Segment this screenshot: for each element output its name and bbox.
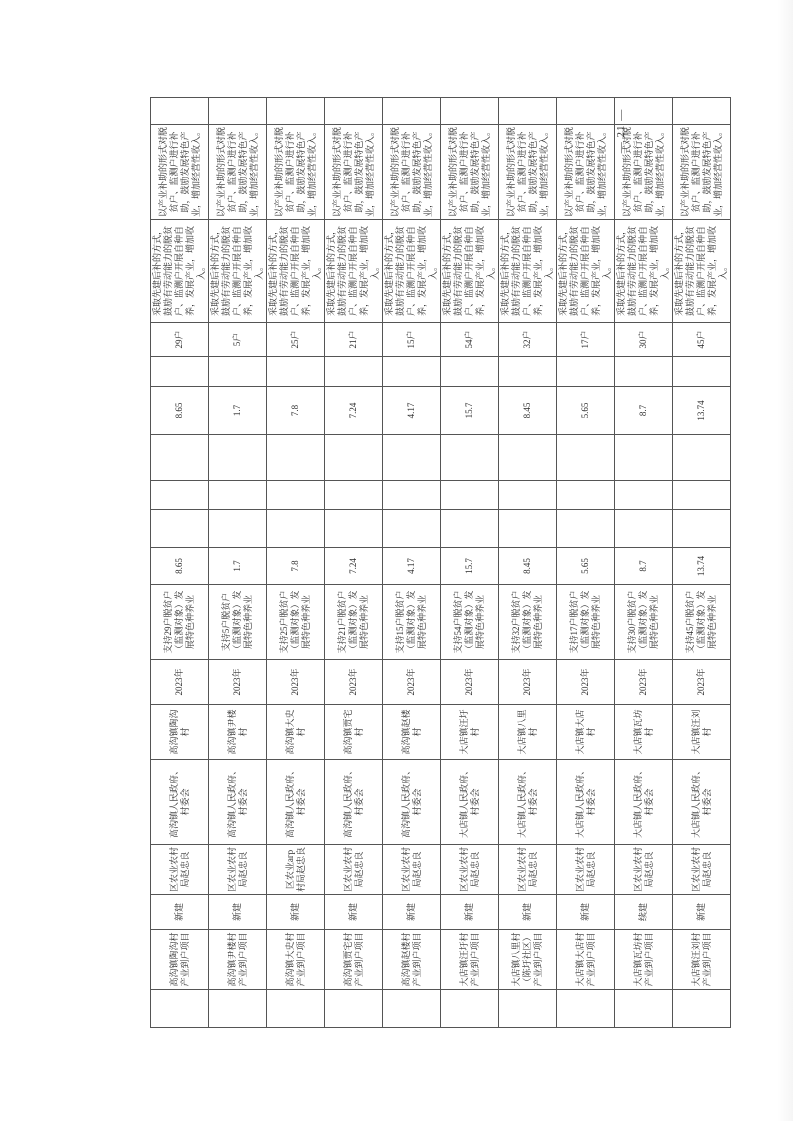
cell-fund_province <box>441 481 499 510</box>
cell-fund_total: 4.17 <box>383 548 441 585</box>
cell-fund_central <box>325 510 383 548</box>
cell-responsible: 区农业农村局赵忠良 <box>557 845 615 895</box>
cell-fund_other <box>383 357 441 387</box>
cell-implementer: 大店镇人民政府、村委会 <box>673 760 731 845</box>
cell-fund_total: 1.7 <box>209 548 267 585</box>
cell-fund_county: 4.17 <box>383 387 441 435</box>
cell-responsible: 区农业агр村局赵忠良 <box>267 845 325 895</box>
cell-implementer: 大店镇人民政府、村委会 <box>615 760 673 845</box>
cell-households: 25户 <box>267 323 325 357</box>
cell-remark <box>209 98 267 125</box>
cell-fund_other <box>441 357 499 387</box>
cell-method: 采取先建后补的方式，鼓励有劳动能力的脱贫户、监测户开展自种自养，发展产业，增加收入。 <box>267 220 325 323</box>
table-body <box>151 98 731 1028</box>
cell-remark <box>151 98 209 125</box>
cell-implementer: 高沟镇人民政府、村委会 <box>209 760 267 845</box>
cell-fund_county: 15.7 <box>441 387 499 435</box>
cell-index <box>151 990 209 1028</box>
cell-name: 高沟镇赵楼村产业到户项目 <box>383 930 441 990</box>
cell-method: 采取先建后补的方式，鼓励有劳动能力的脱贫户、监测户开展自种自养，发展产业，增加收入。 <box>383 220 441 323</box>
cell-index <box>557 990 615 1028</box>
cell-households: 21户 <box>325 323 383 357</box>
cell-responsible: 区农业农村局赵忠良 <box>325 845 383 895</box>
cell-fund_city <box>209 435 267 481</box>
cell-time: 2023年 <box>267 660 325 705</box>
cell-time: 2023年 <box>325 660 383 705</box>
cell-location: 大店镇八里村 <box>499 705 557 760</box>
cell-fund_central <box>557 510 615 548</box>
cell-fund_total: 5.65 <box>557 548 615 585</box>
cell-households: 45户 <box>673 323 731 357</box>
cell-task: 支持45户脱贫户（监测对象）发展特色种养业 <box>673 585 731 660</box>
cell-households: 29户 <box>151 323 209 357</box>
cell-goal: 以产业补助的形式对脱贫户、监测户进行补助，鼓励发展特色产业，增加经营性收入。 <box>441 125 499 220</box>
table-row <box>673 98 731 1028</box>
cell-fund_county: 8.45 <box>499 387 557 435</box>
cell-time: 2023年 <box>441 660 499 705</box>
cell-fund_province <box>499 481 557 510</box>
cell-responsible: 区农业农村局赵忠良 <box>209 845 267 895</box>
cell-households: 17户 <box>557 323 615 357</box>
cell-fund_city <box>557 435 615 481</box>
cell-fund_other <box>499 357 557 387</box>
cell-task: 支持30户脱贫户（监测对象）发展特色种养业 <box>615 585 673 660</box>
cell-responsible: 区农业农村局赵忠良 <box>499 845 557 895</box>
cell-location: 高沟镇陶沟村 <box>151 705 209 760</box>
cell-name: 高沟镇陶沟村产业到户项目 <box>151 930 209 990</box>
cell-index <box>267 990 325 1028</box>
cell-fund_other <box>615 357 673 387</box>
cell-fund_province <box>209 481 267 510</box>
page-number: — 21 — <box>615 108 627 154</box>
cell-nature: 新建 <box>267 895 325 930</box>
cell-fund_province <box>557 481 615 510</box>
cell-method: 采取先建后补的方式，鼓励有劳动能力的脱贫户、监测户开展自种自养，发展产业，增加收入。 <box>209 220 267 323</box>
cell-location: 高沟镇赵楼村 <box>383 705 441 760</box>
cell-households: 5户 <box>209 323 267 357</box>
cell-households: 15户 <box>383 323 441 357</box>
cell-responsible: 区农业农村局赵忠良 <box>673 845 731 895</box>
cell-method: 采取先建后补的方式，鼓励有劳动能力的脱贫户、监测户开展自种自养，发展产业，增加收入。 <box>673 220 731 323</box>
table-row <box>325 98 383 1028</box>
cell-goal: 以产业补助的形式对脱贫户、监测户进行补助，鼓励发展特色产业，增加经营性收入。 <box>615 125 673 220</box>
cell-index <box>383 990 441 1028</box>
cell-households: 54户 <box>441 323 499 357</box>
cell-index <box>441 990 499 1028</box>
cell-method: 采取先建后补的方式，鼓励有劳动能力的脱贫户、监测户开展自种自养，发展产业，增加收入。 <box>615 220 673 323</box>
cell-fund_province <box>325 481 383 510</box>
table-row <box>383 98 441 1028</box>
cell-index <box>325 990 383 1028</box>
cell-name: 高沟镇大史村产业到户项目 <box>267 930 325 990</box>
cell-nature: 新建 <box>383 895 441 930</box>
cell-method: 采取先建后补的方式，鼓励有劳动能力的脱贫户、监测户开展自种自养，发展产业，增加收入。 <box>441 220 499 323</box>
cell-goal: 以产业补助的形式对脱贫户、监测户进行补助，鼓励发展特色产业，增加经营性收入。 <box>325 125 383 220</box>
cell-time: 2023年 <box>383 660 441 705</box>
cell-index <box>209 990 267 1028</box>
cell-households: 30户 <box>615 323 673 357</box>
cell-responsible: 区农业农村局赵忠良 <box>615 845 673 895</box>
cell-name: 大店镇瓦坊村产业到户项目 <box>615 930 673 990</box>
cell-fund_city <box>383 435 441 481</box>
cell-fund_city <box>267 435 325 481</box>
cell-name: 大店镇汪刘村产业到户项目 <box>673 930 731 990</box>
cell-remark <box>325 98 383 125</box>
cell-index <box>499 990 557 1028</box>
cell-fund_total: 8.45 <box>499 548 557 585</box>
cell-remark <box>673 98 731 125</box>
cell-fund_central <box>615 510 673 548</box>
cell-fund_county: 7.8 <box>267 387 325 435</box>
cell-name: 高沟镇尹楼村产业到户项目 <box>209 930 267 990</box>
cell-index <box>615 990 673 1028</box>
cell-fund_county: 8.7 <box>615 387 673 435</box>
cell-location: 大店镇大店村 <box>557 705 615 760</box>
cell-goal: 以产业补助的形式对脱贫户、监测户进行补助，鼓励发展特色产业，增加经营性收入。 <box>267 125 325 220</box>
cell-location: 高沟镇大史村 <box>267 705 325 760</box>
cell-fund_other <box>673 357 731 387</box>
table-row <box>151 98 209 1028</box>
scan-edge-shadow <box>777 0 793 1121</box>
cell-goal: 以产业补助的形式对脱贫户、监测户进行补助，鼓励发展特色产业，增加经营性收入。 <box>673 125 731 220</box>
cell-fund_city <box>615 435 673 481</box>
cell-fund_central <box>441 510 499 548</box>
cell-remark <box>499 98 557 125</box>
cell-method: 采取先建后补的方式，鼓励有劳动能力的脱贫户、监测户开展自种自养，发展产业，增加收入。 <box>557 220 615 323</box>
cell-task: 支持17户脱贫户（监测对象）发展特色种养业 <box>557 585 615 660</box>
cell-task: 支持25户脱贫户（监测对象）发展特色种养业 <box>267 585 325 660</box>
cell-fund_county: 7.24 <box>325 387 383 435</box>
cell-time: 2023年 <box>615 660 673 705</box>
cell-goal: 以产业补助的形式对脱贫户、监测户进行补助，鼓励发展特色产业，增加经营性收入。 <box>557 125 615 220</box>
cell-remark <box>441 98 499 125</box>
cell-fund_total: 8.7 <box>615 548 673 585</box>
cell-name: 高沟镇贾宅村产业到户项目 <box>325 930 383 990</box>
cell-fund_province <box>673 481 731 510</box>
cell-nature: 新建 <box>209 895 267 930</box>
cell-fund_central <box>209 510 267 548</box>
cell-fund_total: 15.7 <box>441 548 499 585</box>
cell-implementer: 高沟镇人民政府、村委会 <box>325 760 383 845</box>
cell-remark <box>267 98 325 125</box>
cell-task: 支持15户脱贫户（监测对象）发展特色种养业 <box>383 585 441 660</box>
cell-fund_central <box>673 510 731 548</box>
cell-nature: 新建 <box>499 895 557 930</box>
cell-implementer: 大店镇人民政府、村委会 <box>499 760 557 845</box>
cell-fund_central <box>267 510 325 548</box>
cell-fund_city <box>441 435 499 481</box>
cell-fund_county: 13.74 <box>673 387 731 435</box>
cell-index <box>673 990 731 1028</box>
cell-fund_province <box>383 481 441 510</box>
cell-name: 大店镇八里村（陈圩社区）产业到户项目 <box>499 930 557 990</box>
cell-task: 支持21户脱贫户（监测对象）发展特色种养业 <box>325 585 383 660</box>
cell-fund_county: 8.65 <box>151 387 209 435</box>
table-row <box>499 98 557 1028</box>
cell-method: 采取先建后补的方式，鼓励有劳动能力的脱贫户、监测户开展自种自养，发展产业，增加收入。 <box>151 220 209 323</box>
cell-location: 大店镇汪圩村 <box>441 705 499 760</box>
cell-fund_other <box>557 357 615 387</box>
cell-fund_city <box>325 435 383 481</box>
cell-fund_other <box>151 357 209 387</box>
cell-fund_total: 7.8 <box>267 548 325 585</box>
cell-remark <box>383 98 441 125</box>
cell-task: 支持32户脱贫户（监测对象）发展特色种养业 <box>499 585 557 660</box>
cell-name: 大店镇大店村产业到户项目 <box>557 930 615 990</box>
cell-responsible: 区农业农村局赵忠良 <box>441 845 499 895</box>
cell-method: 采取先建后补的方式，鼓励有劳动能力的脱贫户、监测户开展自种自养，发展产业，增加收入。 <box>499 220 557 323</box>
cell-fund_other <box>209 357 267 387</box>
cell-location: 高沟镇贾宅村 <box>325 705 383 760</box>
cell-responsible: 区农业农村局赵忠良 <box>151 845 209 895</box>
cell-implementer: 高沟镇人民政府、村委会 <box>151 760 209 845</box>
cell-time: 2023年 <box>673 660 731 705</box>
cell-fund_central <box>151 510 209 548</box>
cell-nature: 新建 <box>441 895 499 930</box>
cell-implementer: 高沟镇人民政府、村委会 <box>267 760 325 845</box>
cell-time: 2023年 <box>499 660 557 705</box>
cell-time: 2023年 <box>151 660 209 705</box>
rotated-table-area <box>150 98 728 1028</box>
cell-responsible: 区农业农村局赵忠良 <box>383 845 441 895</box>
table-row <box>267 98 325 1028</box>
cell-fund_county: 1.7 <box>209 387 267 435</box>
table-row <box>557 98 615 1028</box>
table-row <box>441 98 499 1028</box>
project-table <box>150 97 731 1028</box>
cell-location: 大店镇瓦坊村 <box>615 705 673 760</box>
cell-fund_province <box>151 481 209 510</box>
cell-goal: 以产业补助的形式对脱贫户、监测户进行补助，鼓励发展特色产业，增加经营性收入。 <box>499 125 557 220</box>
cell-nature: 新建 <box>151 895 209 930</box>
cell-task: 支持29户脱贫户（监测对象）发展特色种养业 <box>151 585 209 660</box>
cell-fund_province <box>615 481 673 510</box>
cell-fund_city <box>673 435 731 481</box>
cell-task: 支持54户脱贫户（监测对象）发展特色种养业 <box>441 585 499 660</box>
cell-fund_city <box>151 435 209 481</box>
cell-implementer: 大店镇人民政府、村委会 <box>557 760 615 845</box>
cell-implementer: 大店镇人民政府、村委会 <box>441 760 499 845</box>
cell-task: 支持5户脱贫户（监测对象）发展特色种养业 <box>209 585 267 660</box>
cell-nature: 新建 <box>557 895 615 930</box>
cell-time: 2023年 <box>557 660 615 705</box>
cell-time: 2023年 <box>209 660 267 705</box>
table-row <box>615 98 673 1028</box>
cell-fund_province <box>267 481 325 510</box>
cell-nature: 续建 <box>615 895 673 930</box>
cell-location: 大店镇汪刘村 <box>673 705 731 760</box>
cell-goal: 以产业补助的形式对脱贫户、监测户进行补助，鼓励发展特色产业，增加经营性收入。 <box>151 125 209 220</box>
table-row <box>209 98 267 1028</box>
cell-fund_other <box>267 357 325 387</box>
cell-goal: 以产业补助的形式对脱贫户、监测户进行补助，鼓励发展特色产业，增加经营性收入。 <box>383 125 441 220</box>
cell-location: 高沟镇尹楼村 <box>209 705 267 760</box>
cell-fund_total: 7.24 <box>325 548 383 585</box>
cell-nature: 新建 <box>325 895 383 930</box>
cell-nature: 新建 <box>673 895 731 930</box>
cell-method: 采取先建后补的方式，鼓励有劳动能力的脱贫户、监测户开展自种自养，发展产业，增加收入。 <box>325 220 383 323</box>
cell-name: 大店镇汪圩村产业到户项目 <box>441 930 499 990</box>
cell-fund_central <box>383 510 441 548</box>
cell-fund_other <box>325 357 383 387</box>
cell-households: 32户 <box>499 323 557 357</box>
cell-fund_city <box>499 435 557 481</box>
cell-fund_total: 8.65 <box>151 548 209 585</box>
cell-goal: 以产业补助的形式对脱贫户、监测户进行补助，鼓励发展特色产业，增加经营性收入。 <box>209 125 267 220</box>
cell-fund_total: 13.74 <box>673 548 731 585</box>
cell-fund_county: 5.65 <box>557 387 615 435</box>
cell-implementer: 高沟镇人民政府、村委会 <box>383 760 441 845</box>
cell-fund_central <box>499 510 557 548</box>
